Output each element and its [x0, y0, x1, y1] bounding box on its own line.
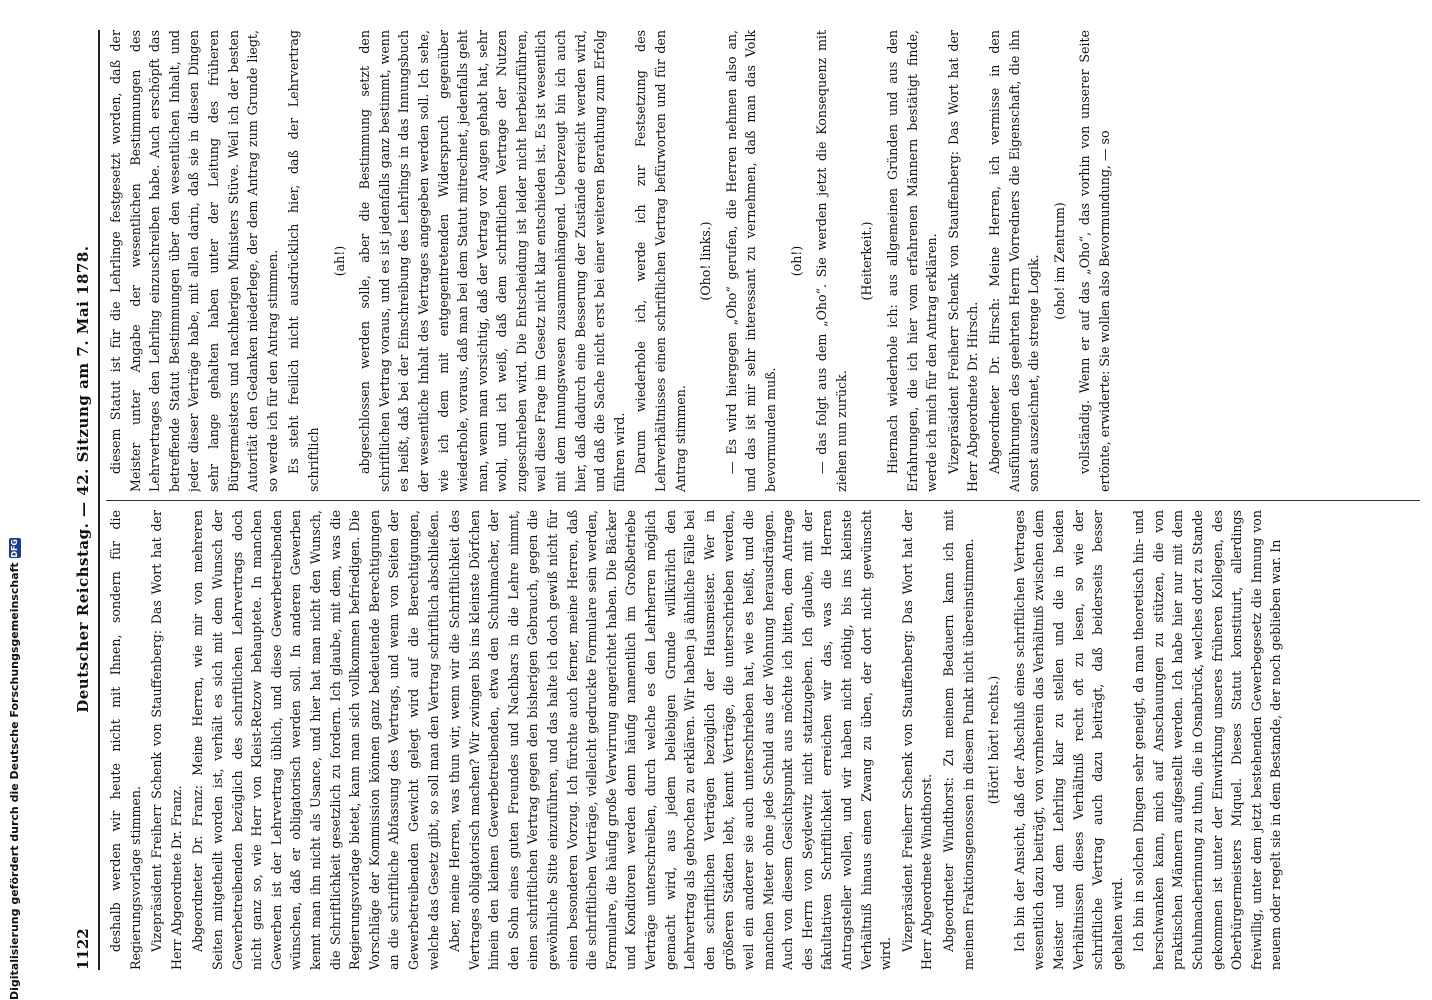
paragraph: Aber, meine Herren, was thun wir, wenn wir die Schriftlichkeit des Vertrages obligatorisch machen? Wir zwingen bis ins kleinste Dörfchen hinein den kleinen Gewerbetreibenden, etwa den Schuhmacher, der den Sohn eines guten Freundes und Nachbars in die Lehre nimmt, einen schriftlichen Vertrag gegen den bisherigen Gebrauch, gegen die gewöhnliche Sitte einzuführen, und das halte ich doch gewiß nicht für einen besonderen Vorzug. Ich fürchte auch ferner, meine Herren, daß die schriftlichen Verträge, vielleicht gedruckte Formulare sein werden, Formulare, die häufig große Verwirrung angerichtet haben. Die Bäcker und Konditoren werden denn häufig namentlich im Großbetriebe Verträge unterschreiben, durch welche es den Lehrherren möglich gemacht wird, aus jedem beliebigen Grunde willkürlich den Lehrvertrag als gebrochen zu erklären. Wir haben ja ähnliche Fälle bei den schriftlichen Verträgen bezüglich der Hausmeister. Wer in größeren Städten lebt, kennt Verträge, die unterschrieben werden, weil ein anderer sie auch unterschrieben hat, wie es heißt, und die manchen Mieter ohne jede Schuld aus der Wohnung herausdrängen. Auch von diesem Gesichtspunkt aus möchte ich bitten, dem Antrage des Herrn von Seydewitz nicht stattzugeben. Ich glaube, mit der fakultativen Schriftlichkeit erreichen wir das, was die Herren Antragsteller wollen, und wir haben nicht nöthig, bis ins kleinste Verhältniß hinaus einen Zwang zu üben, der dort nicht gewünscht wird. [447, 510, 894, 970]
paragraph: Es steht freilich nicht ausdrücklich hier, daß der Lehrvertrag schriftlich [286, 30, 321, 492]
scanned-page [70, 30, 1430, 970]
paragraph: vollständig. Wenn er auf das „Oho“, das vorhin von unserer Seite ertönte, erwiderte: Sie wollen also Bevormundung, — so [1077, 30, 1112, 492]
interjection: (Heiterkeit.) [859, 221, 875, 301]
interjection: (Hört! hört! rechts.) [986, 675, 1002, 805]
paragraph: Ich bin der Ansicht, daß der Abschluß eines schriftlichen Vertrages wesentlich dazu beiträgt, von vornherein das Verhältniß zwischen dem Meister und dem Lehrling klar zu stellen und die in beiden Verhältnissen dieses Verhältniß recht oft zu lesen, so wie der schriftliche Vertrag auch dazu beiträgt, daß beiderseits besser gehalten wird. [1011, 510, 1125, 970]
rotated-page-frame [70, 30, 1430, 970]
paragraph: Ich bin in solchen Dingen sehr geneigt, da man theoretisch hin- und herschwanken kann, mich auf Anschauungen zu stützen, die von praktischen Männern aufgestellt werden. Ich habe hier nur mit dem Schuhmacherinnung zu thun, die in Osnabrück, welches dort zu Stande gekommen ist unter der Einwirkung unseres früheren Kollegen, des Oberbürgermeisters Miquel. Dieses Statut konstituirt, allerdings freiwillig, unter dem jetzt bestehenden Gewerbegesetz die Innung von neuem oder regelt sie in dem Bestande, der noch geblieben war. In [1131, 510, 1284, 970]
page-content [70, 30, 1430, 970]
header-title: Deutscher Reichstag. — 42. Sitzung am 7. Mai 1878. [74, 245, 92, 713]
interjection: (oho! im Zentrum) [1051, 202, 1067, 320]
paragraph: — das folgt aus dem „Oho“. Sie werden jetzt die Konsequenz mit ziehen nun zurück. [814, 30, 849, 492]
paragraph: Abgeordneter Dr. Hirsch: Meine Herren, ich vermisse in den Ausführungen des geehrten Herrn Vorredners die Eigenschaft, die ihn sonst auszeichnet, die strenge Logik. [986, 30, 1042, 492]
paragraph: Vizepräsident Freiherr Schenk von Stauffenberg: Das Wort hat der Herr Abgeordnete Dr. Franz. [149, 510, 184, 970]
paragraph: Abgeordneter Dr. Franz: Meine Herren, wie mir von mehreren Seiten mitgetheilt worden ist, verhält es sich mit dem Wunsch der Gewerbetreibenden bezüglich des schriftlichen Lehrvertrags doch nicht ganz so, wie Herr von Kleist-Retzow behauptete. In manchen Gewerben ist der Lehrvertrag üblich, und diese Gewerbetreibenden wünschen, daß er obligatorisch werden soll. In anderen Gewerben kennt man ihn nicht als Usance, und hier hat man nicht den Wunsch, die Schriftlichkeit gesetzlich zu fordern. Ich glaube, mit dem, was die Regierungsvorlage bietet, kann man sich vollkommen befriedigen. Die Vorschläge der Kommission können ganz bedeutende Berechtigungen an die schriftliche Abfassung des Vertrags, und wenn von Seiten der Gewerbetreibenden Gewicht gelegt wird auf die Berechtigungen, welche das Gesetz gibt, so soll man den Vertrag schriftlich abschließen. [190, 510, 441, 970]
dfg-logo-icon: DFG [10, 539, 19, 558]
interjection: (oh!) [788, 245, 804, 277]
header-rule [98, 30, 100, 970]
paragraph: Vizepräsident Freiherr Schenk von Stauffenberg: Das Wort hat der Herr Abgeordnete Dr. Hirsch. [945, 30, 981, 492]
digitization-footer [0, 0, 22, 1000]
paragraph: Abgeordneter Windthorst: Zu meinem Bedauern kann ich mit meinem Fraktionsgenossen in diesem Punkt nicht übereinstimmen. [940, 510, 976, 970]
right-column [106, 30, 1430, 492]
paragraph: diesem Statut ist für die Lehrlinge festgesetzt worden, daß der Meister unter Angabe der wesentlichen Bestimmungen des Lehrvertrages den Lehrling einzuschreiben habe. Auch erschöpft das betreffende Statut Bestimmungen über den wesentlichen Inhalt, und jeder dieser Verträge habe, mit allen darin, daß sie in diesen Dingen sehr lange gehalten haben unter der Leitung des früheren Bürgermeisters und nachherigen Ministers Stüve. Weil ich der besten Autorität den Gedanken niederlege, der dem Antrag zum Grunde liegt, so werde ich für den Antrag stimmen. [108, 30, 280, 492]
paragraph: abgeschlossen werden solle, aber die Bestimmung setzt den schriftlichen Vertrag voraus, und es ist jedenfalls ganz bestimmt, wenn es heißt, daß bei der Einschreibung des Lehrlings in das Innungsbuch der wesentliche Inhalt des Vertrages angegeben werden soll. Ich sehe, wie ich dem mit entgegentretenden Widerspruch gegenüber wiederhole, voraus, daß man bei dem Statut mitrechnet, jedenfalls geht man, wenn man vorsichtig, daß der Vertrag vor Augen gehabt hat, sehr wohl, und ich weiß, daß dem schriftlichen Vertrage der Nutzen zugeschrieben wird. Die Entscheidung ist leider nicht herbeizuführen, weil diese Frage im Gesetz nicht klar entschieden ist. Es ist wesentlich mit dem Innungswesen zusammenhängend. Ueberzeugt bin ich auch hier, daß dadurch eine Besserung der Zustände erreicht werden wird, und daß die Sache nicht erst bei einer weiteren Berathung zum Erfolg führen wird. [357, 30, 627, 492]
paragraph: Darum wiederhole ich, werde ich zur Festsetzung des Lehrverhältnisses einen schriftlichen Vertrag befürworten und für den Antrag stimmen. [633, 30, 688, 492]
interjection: (ah!) [331, 245, 347, 277]
paragraph: Vizepräsident Freiherr Schenk von Stauffenberg: Das Wort hat der Herr Abgeordnete Windthorst. [899, 510, 935, 970]
left-column [106, 510, 1430, 970]
column-divider [106, 500, 1420, 501]
running-header [70, 30, 96, 970]
interjection: (Oho! links.) [698, 221, 714, 301]
paragraph: Hiernach wiederhole ich: aus allgemeinen Gründen und aus den Erfahrungen, die ich hier vom erfahrenen Männern bestätigt finde, werde ich mich für den Antrag erklären. [884, 30, 940, 492]
paragraph: deshalb werden wir heute nicht mit Ihnen, sondern für die Regierungsvorlage stimmen. [108, 510, 143, 970]
page-number: 1122 [74, 928, 92, 970]
footer-credit: Digitalisierung gefördert durch die Deutsche Forschungsgemeinschaft [8, 562, 21, 1000]
paragraph: — Es wird hiergegen „Oho“ gerufen, die Herren nehmen also an, und das ist mir sehr interessant zu vernehmen, daß man das Volk bevormunden muß. [723, 30, 778, 492]
